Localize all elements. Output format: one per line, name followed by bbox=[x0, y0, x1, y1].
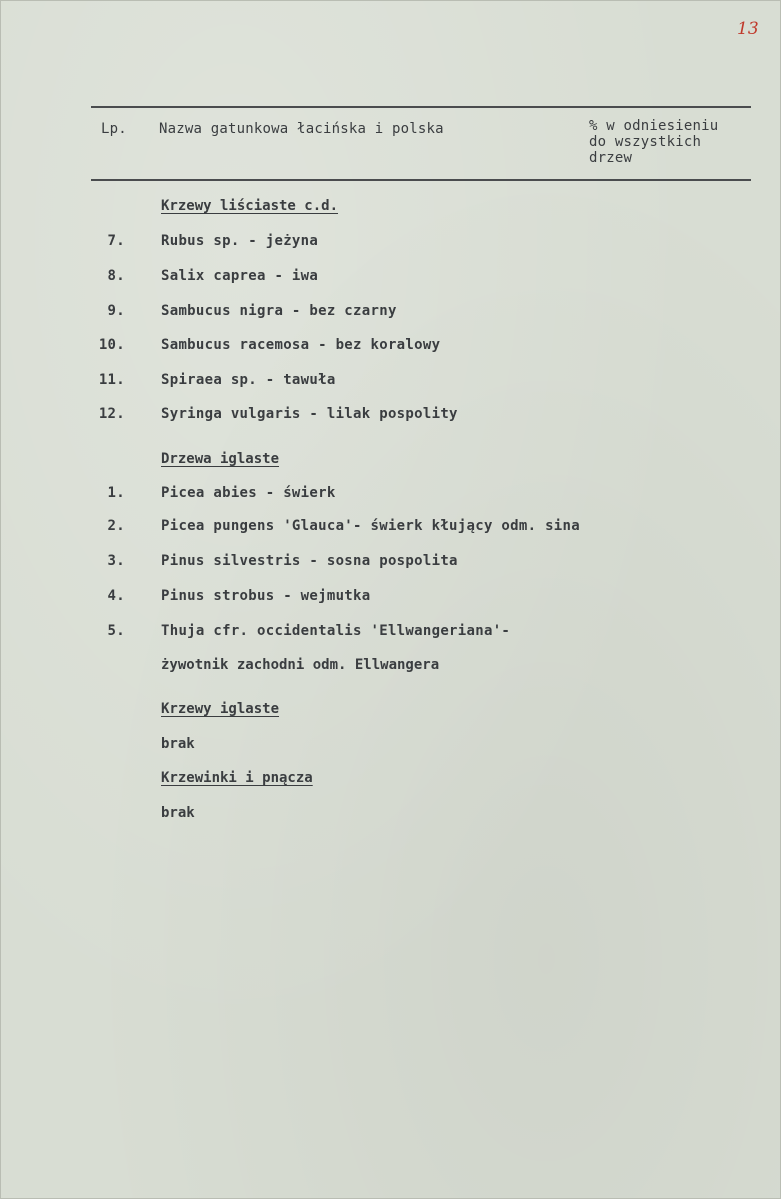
item-number: 8. bbox=[107, 268, 125, 284]
section-title-krzewy-lisciaste: Krzewy liściaste c.d. bbox=[161, 198, 339, 214]
item-text: Salix caprea - iwa bbox=[161, 268, 319, 284]
header-pct-line2: do wszystkich bbox=[589, 134, 702, 150]
item-number: 11. bbox=[98, 372, 125, 388]
header-bottom-rule bbox=[91, 179, 751, 181]
header-pct-line1: % w odniesieniu bbox=[589, 118, 719, 134]
section-title-krzewinki: Krzewinki i pnącza bbox=[161, 770, 313, 786]
header-percentage bbox=[589, 118, 749, 166]
item-text: Spiraea sp. - tawuła bbox=[161, 372, 336, 388]
item-text: Sambucus nigra - bez czarny bbox=[161, 303, 397, 319]
section-value: brak bbox=[161, 805, 195, 821]
item-text: Picea abies - świerk bbox=[161, 485, 336, 501]
item-text: Picea pungens 'Glauca'- świerk kłujący odm. sina bbox=[161, 518, 580, 534]
header-lp: Lp. bbox=[101, 121, 127, 137]
item-number: 1. bbox=[107, 485, 125, 501]
item-text: Thuja cfr. occidentalis 'Ellwangeriana'- bbox=[161, 623, 511, 639]
item-number: 2. bbox=[107, 518, 125, 534]
item-text: Pinus strobus - wejmutka bbox=[161, 588, 371, 604]
item-number: 10. bbox=[98, 337, 125, 353]
item-number: 12. bbox=[98, 406, 125, 422]
section-value: brak bbox=[161, 736, 195, 752]
item-text: Syringa vulgaris - lilak pospolity bbox=[161, 406, 458, 422]
item-text: Sambucus racemosa - bez koralowy bbox=[161, 337, 441, 353]
item-number: 9. bbox=[107, 303, 125, 319]
item-continuation: żywotnik zachodni odm. Ellwangera bbox=[161, 657, 440, 673]
item-text: Rubus sp. - jeżyna bbox=[161, 233, 319, 249]
header-top-rule bbox=[91, 106, 751, 108]
section-title-krzewy-iglaste: Krzewy iglaste bbox=[161, 701, 280, 717]
section-title-drzewa-iglaste: Drzewa iglaste bbox=[161, 451, 280, 467]
page-number: 13 bbox=[737, 19, 759, 39]
item-number: 5. bbox=[107, 623, 125, 639]
item-number: 4. bbox=[107, 588, 125, 604]
item-text: Pinus silvestris - sosna pospolita bbox=[161, 553, 458, 569]
header-pct-line3: drzew bbox=[589, 150, 633, 166]
item-number: 7. bbox=[107, 233, 125, 249]
header-name: Nazwa gatunkowa łacińska i polska bbox=[159, 121, 444, 137]
item-number: 3. bbox=[107, 553, 125, 569]
